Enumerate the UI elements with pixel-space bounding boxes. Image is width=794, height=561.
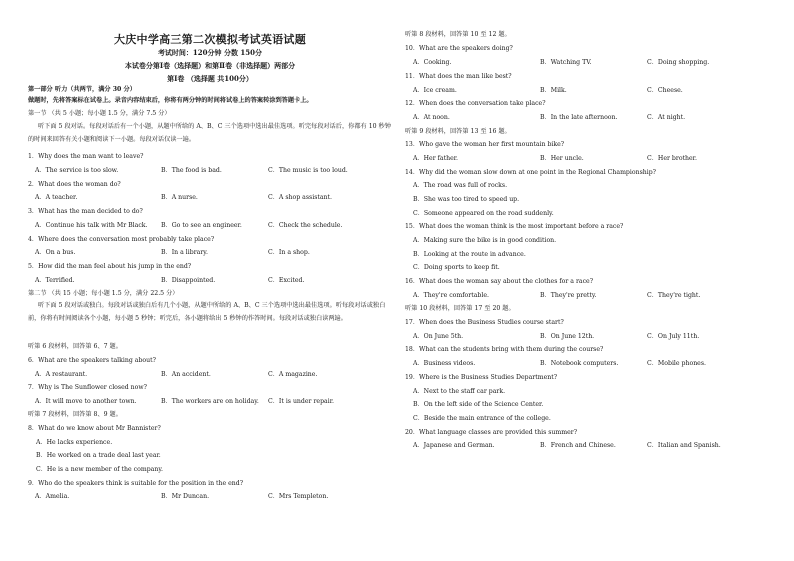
q8-option-b[interactable]: B．He worked on a trade deal last year. bbox=[36, 452, 161, 459]
q20-option-c[interactable]: C．Italian and Spanish. bbox=[647, 442, 721, 449]
q16-option-c[interactable]: C．They're tight. bbox=[647, 292, 701, 299]
q11-option-c[interactable]: C．Cheese. bbox=[647, 87, 683, 94]
q18-option-b[interactable]: B．Notebook computers. bbox=[540, 360, 619, 367]
q1-option-c[interactable]: C．The music is too loud. bbox=[268, 167, 348, 174]
q16-option-a[interactable]: A．They're comfortable. bbox=[413, 292, 489, 299]
q5-option-a[interactable]: A．Terrified. bbox=[35, 277, 75, 284]
q9-stem: 9．Who do the speakers think is suitable for the position in the end? bbox=[28, 480, 244, 487]
q2-option-c[interactable]: C．A shop assistant. bbox=[268, 194, 332, 201]
note-passage-7: 听第 7 段材料，回答第 8、9 题。 bbox=[28, 411, 122, 418]
q19-stem: 19．Where is the Business Studies Department? bbox=[405, 374, 558, 381]
q10-option-c[interactable]: C．Doing shopping. bbox=[647, 59, 710, 66]
note-passage-10: 听第 10 段材料，回答第 17 至 20 题。 bbox=[405, 305, 515, 312]
q20-stem: 20．What language classes are provided this summer? bbox=[405, 429, 578, 436]
section2-directions: 听下面 5 段对话或独白。每段对话或独白后有几个小题，从题中所给的 A、B、C 三个选项中选出最佳选项。听每段对话或独白前，你将有时间阅读各个小题，每小题 5 秒钟；听完后，各小题将给出 5 秒钟的作答时间。每段对话或独白读两遍。 bbox=[28, 302, 386, 322]
q20-option-b[interactable]: B．French and Chinese. bbox=[540, 442, 616, 449]
q14-option-c[interactable]: C．Someone appeared on the road suddenly. bbox=[413, 210, 554, 217]
q1-stem: 1．Why does the man want to leave? bbox=[28, 153, 144, 160]
q6-option-a[interactable]: A．A restaurant. bbox=[35, 371, 88, 378]
q18-option-c[interactable]: C．Mobile phones. bbox=[647, 360, 706, 367]
q1-option-a[interactable]: A．The service is too slow. bbox=[35, 167, 119, 174]
q5-option-c[interactable]: C．Excited. bbox=[268, 277, 305, 284]
note-passage-9: 听第 9 段材料，回答第 13 至 16 题。 bbox=[405, 128, 511, 135]
note-passage-6: 听第 6 段材料，回答第 6、7 题。 bbox=[28, 343, 122, 350]
q11-stem: 11．What does the man like best? bbox=[405, 73, 512, 80]
q4-stem: 4．Where does the conversation most probably take place? bbox=[28, 236, 215, 243]
q10-option-b[interactable]: B．Watching TV. bbox=[540, 59, 592, 66]
q7-option-b[interactable]: B．The workers are on holiday. bbox=[161, 398, 259, 405]
q11-option-b[interactable]: B．Milk. bbox=[540, 87, 567, 94]
q5-stem: 5．How did the man feel about his jump in the end? bbox=[28, 263, 192, 270]
q16-stem: 16．What does the woman say about the clothes for a race? bbox=[405, 278, 594, 285]
q15-option-a[interactable]: A．Making sure the bike is in good condition. bbox=[413, 237, 557, 244]
exam-title: 大庆中学高三第二次模拟考试英语试题 bbox=[113, 33, 307, 46]
q16-option-b[interactable]: B．They're pretty. bbox=[540, 292, 597, 299]
q8-option-c[interactable]: C．He is a new member of the company. bbox=[36, 466, 163, 473]
q20-option-a[interactable]: A．Japanese and German. bbox=[413, 442, 495, 449]
q6-option-c[interactable]: C．A magazine. bbox=[268, 371, 318, 378]
q19-option-b[interactable]: B．On the left side of the Science Center. bbox=[413, 401, 544, 408]
q17-stem: 17．When does the Business Studies course start? bbox=[405, 319, 564, 326]
part1-heading: 第一部分 听力（共两节，满分 30 分） bbox=[28, 86, 136, 93]
q17-option-c[interactable]: C．On July 11th. bbox=[647, 333, 700, 340]
q19-option-a[interactable]: A．Next to the staff car park. bbox=[413, 388, 506, 395]
q13-option-c[interactable]: C．Her brother. bbox=[647, 155, 697, 162]
q18-stem: 18．What can the students bring with them during the course? bbox=[405, 346, 604, 353]
q4-option-b[interactable]: B．In a library. bbox=[161, 249, 208, 256]
q3-option-a[interactable]: A．Continue his talk with Mr Black. bbox=[35, 222, 148, 229]
q19-option-c[interactable]: C．Beside the main entrance of the college. bbox=[413, 415, 551, 422]
q8-stem: 8．What do we know about Mr Bannister? bbox=[28, 425, 161, 432]
q8-option-a[interactable]: A．He lacks experience. bbox=[36, 439, 113, 446]
q15-stem: 15．What does the woman think is the most important before a race? bbox=[405, 223, 624, 230]
q14-option-a[interactable]: A．The road was full of rocks. bbox=[413, 182, 508, 189]
q4-option-a[interactable]: A．On a bus. bbox=[35, 249, 76, 256]
q10-option-a[interactable]: A．Cooking. bbox=[413, 59, 452, 66]
q5-option-b[interactable]: B．Disappointed. bbox=[161, 277, 216, 284]
q12-option-b[interactable]: B．In the late afternoon. bbox=[540, 114, 618, 121]
q1-option-b[interactable]: B．The food is bad. bbox=[161, 167, 222, 174]
q17-option-a[interactable]: A．On June 5th. bbox=[413, 333, 464, 340]
q11-option-a[interactable]: A．Ice cream. bbox=[413, 87, 457, 94]
q12-option-a[interactable]: A．At noon. bbox=[413, 114, 450, 121]
q7-stem: 7．Why is The Sunflower closed now? bbox=[28, 384, 147, 391]
section1-directions: 听下面 5 段对话。每段对话后有一个小题，从题中所给的 A、B、C 三个选项中选出最佳选项。听完每段对话后，你都有 10 秒钟的时间来回答有关小题和阅读下一小题。每段对话仅读一遍。 bbox=[28, 123, 391, 143]
part1-instruction: 做题时，先将答案标在试卷上。录音内容结束后，你将有两分钟的时间将试卷上的答案转涂到答题卡上。 bbox=[28, 97, 313, 104]
note-passage-8: 听第 8 段材料，回答第 10 至 12 题。 bbox=[405, 31, 511, 38]
section2-heading: 第二节 （共 15 小题；每小题 1.5 分，满分 22.5 分） bbox=[28, 290, 179, 297]
q15-option-b[interactable]: B．Looking at the route in advance. bbox=[413, 251, 526, 258]
q7-option-c[interactable]: C．It is under repair. bbox=[268, 398, 334, 405]
q4-option-c[interactable]: C．In a shop. bbox=[268, 249, 310, 256]
q12-option-c[interactable]: C．At night. bbox=[647, 114, 686, 121]
q2-option-b[interactable]: B．A nurse. bbox=[161, 194, 198, 201]
volume-heading: 第Ⅰ卷 （选择题 共100分） bbox=[167, 74, 253, 83]
q6-stem: 6．What are the speakers talking about? bbox=[28, 357, 156, 364]
q12-stem: 12．When does the conversation take place? bbox=[405, 100, 546, 107]
q14-option-b[interactable]: B．She was too tired to speed up. bbox=[413, 196, 520, 203]
q7-option-a[interactable]: A．It will move to another town. bbox=[35, 398, 137, 405]
q13-stem: 13．Who gave the woman her first mountain bike? bbox=[405, 141, 565, 148]
q15-option-c[interactable]: C．Doing sports to keep fit. bbox=[413, 264, 500, 271]
exam-composition: 本试卷分第Ⅰ卷（选择题）和第Ⅱ卷（非选择题）两部分 bbox=[124, 61, 296, 70]
q3-stem: 3．What has the man decided to do? bbox=[28, 208, 143, 215]
q2-option-a[interactable]: A．A teacher. bbox=[35, 194, 78, 201]
q3-option-c[interactable]: C．Check the schedule. bbox=[268, 222, 343, 229]
q9-option-c[interactable]: C．Mrs Templeton. bbox=[268, 493, 329, 500]
section1-heading: 第一节 （共 5 小题；每小题 1.5 分，满分 7.5 分） bbox=[28, 110, 171, 117]
q9-option-a[interactable]: A．Amelia. bbox=[35, 493, 70, 500]
q9-option-b[interactable]: B．Mr Duncan. bbox=[161, 493, 210, 500]
q6-option-b[interactable]: B．An accident. bbox=[161, 371, 211, 378]
q17-option-b[interactable]: B．On June 12th. bbox=[540, 333, 595, 340]
q18-option-a[interactable]: A．Business videos. bbox=[413, 360, 476, 367]
q3-option-b[interactable]: B．Go to see an engineer. bbox=[161, 222, 242, 229]
q2-stem: 2．What does the woman do? bbox=[28, 181, 121, 188]
q10-stem: 10．What are the speakers doing? bbox=[405, 45, 513, 52]
q13-option-b[interactable]: B．Her uncle. bbox=[540, 155, 584, 162]
q13-option-a[interactable]: A．Her father. bbox=[413, 155, 458, 162]
exam-time-score: 考试时间：120分钟 分数 150分 bbox=[157, 48, 263, 57]
q14-stem: 14．Why did the woman slow down at one point in the Regional Championship? bbox=[405, 169, 657, 176]
